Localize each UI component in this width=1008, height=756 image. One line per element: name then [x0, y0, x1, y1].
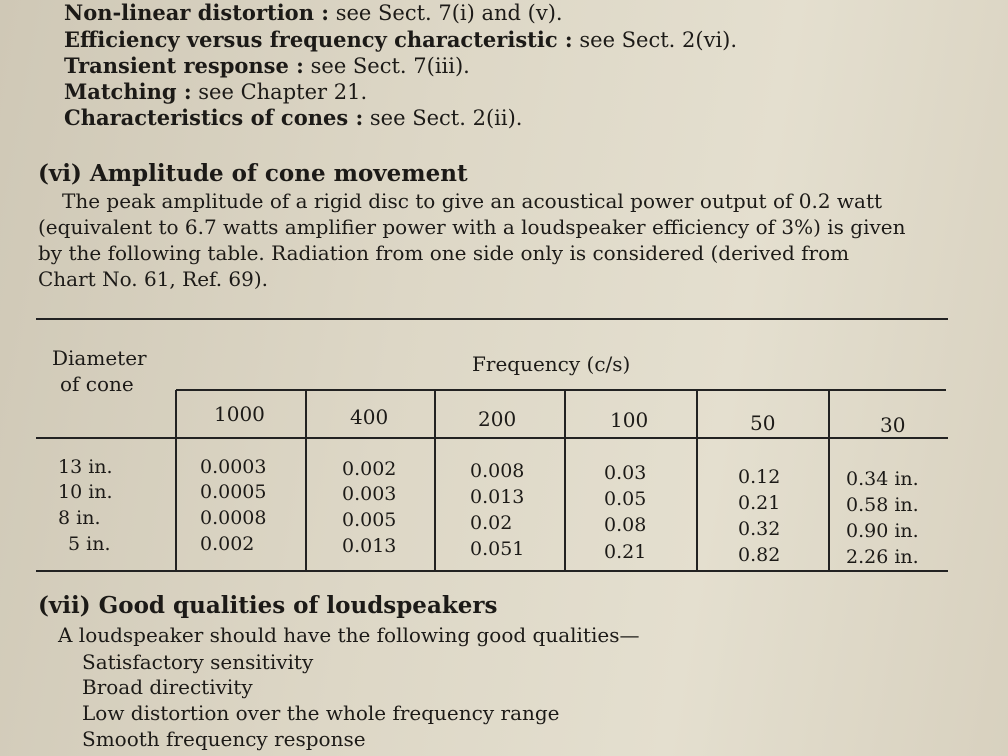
freq-header-cell: 100 — [610, 408, 649, 432]
table-column-rule — [305, 390, 307, 570]
table-cell: 0.013 — [470, 486, 525, 508]
table-cell: 0.013 — [342, 535, 397, 557]
xref-line: Non-linear distortion : see Sect. 7(i) and (v). — [64, 0, 563, 25]
table-cell: 0.02 — [470, 512, 513, 534]
table-cell: 0.051 — [470, 538, 525, 560]
table-top-rule — [36, 318, 948, 320]
diameter-header: Diameter — [52, 346, 147, 370]
table-cell: 0.12 — [738, 466, 781, 488]
quality-item: Satisfactory sensitivity — [82, 650, 314, 674]
quality-item: Broad directivity — [82, 675, 253, 699]
table-cell: 0.82 — [738, 544, 781, 566]
table-diameter-cell: 5 in. — [68, 533, 111, 555]
table-header-rule — [36, 437, 948, 439]
table-bottom-rule — [36, 570, 948, 572]
diameter-header: of cone — [60, 372, 134, 396]
table-cell: 0.002 — [200, 533, 255, 555]
table-cell: 0.003 — [342, 483, 397, 505]
section-heading: (vi) Amplitude of cone movement — [38, 160, 468, 187]
section-paragraph — [58, 622, 968, 648]
frequency-header: Frequency (c/s) — [472, 352, 631, 376]
table-cell: 0.32 — [738, 518, 781, 540]
table-column-rule — [696, 390, 698, 570]
quality-item: Low distortion over the whole frequency range — [82, 701, 560, 725]
paragraph-line: A loudspeaker should have the following good qualities— — [58, 623, 640, 647]
table-cell: 0.002 — [342, 458, 397, 480]
table-cell: 0.0003 — [200, 456, 267, 478]
table-cell: 2.26 in. — [846, 546, 919, 568]
quality-item: Smooth frequency response — [82, 727, 366, 751]
xref-line: Characteristics of cones : see Sect. 2(ii). — [64, 105, 523, 130]
table-cell: 0.90 in. — [846, 520, 919, 542]
table-cell: 0.0005 — [200, 481, 267, 503]
table-column-rule — [828, 390, 830, 570]
table-column-rule — [564, 390, 566, 570]
freq-header-cell: 200 — [478, 407, 517, 431]
table-cell: 0.58 in. — [846, 494, 919, 516]
table-cell: 0.21 — [738, 492, 781, 514]
freq-header-cell: 1000 — [214, 402, 265, 426]
table-cell: 0.0008 — [200, 507, 267, 529]
table-cell: 0.21 — [604, 541, 647, 563]
table-cell: 0.008 — [470, 460, 525, 482]
paragraph-line: by the following table. Radiation from one side only is considered (derived from — [38, 241, 850, 265]
xref-line: Matching : see Chapter 21. — [64, 79, 368, 104]
table-cell: 0.08 — [604, 514, 647, 536]
table-diameter-cell: 13 in. — [58, 456, 113, 478]
freq-header-cell: 30 — [880, 413, 906, 437]
table-column-rule — [434, 390, 436, 570]
table-cell: 0.34 in. — [846, 468, 919, 490]
paragraph-line: Chart No. 61, Ref. 69). — [38, 267, 269, 291]
table-freq-rule — [176, 389, 946, 391]
paragraph-line: (equivalent to 6.7 watts amplifier power with a loudspeaker efficiency of 3%) is given — [38, 215, 906, 239]
section-heading: (vii) Good qualities of loudspeakers — [38, 592, 498, 619]
section-paragraph — [38, 188, 948, 292]
freq-header-cell: 400 — [350, 405, 389, 429]
paragraph-line: The peak amplitude of a rigid disc to give an acoustical power output of 0.2 watt — [62, 189, 883, 213]
table-diameter-cell: 8 in. — [58, 507, 101, 529]
table-diameter-cell: 10 in. — [58, 481, 113, 503]
table-cell: 0.05 — [604, 488, 647, 510]
xref-line: Transient response : see Sect. 7(iii). — [64, 53, 470, 78]
freq-header-cell: 50 — [750, 411, 776, 435]
table-column-rule — [175, 390, 177, 570]
table-cell: 0.03 — [604, 462, 647, 484]
xref-line: Efficiency versus frequency characteristic : see Sect. 2(vi). — [64, 27, 738, 52]
table-cell: 0.005 — [342, 509, 397, 531]
